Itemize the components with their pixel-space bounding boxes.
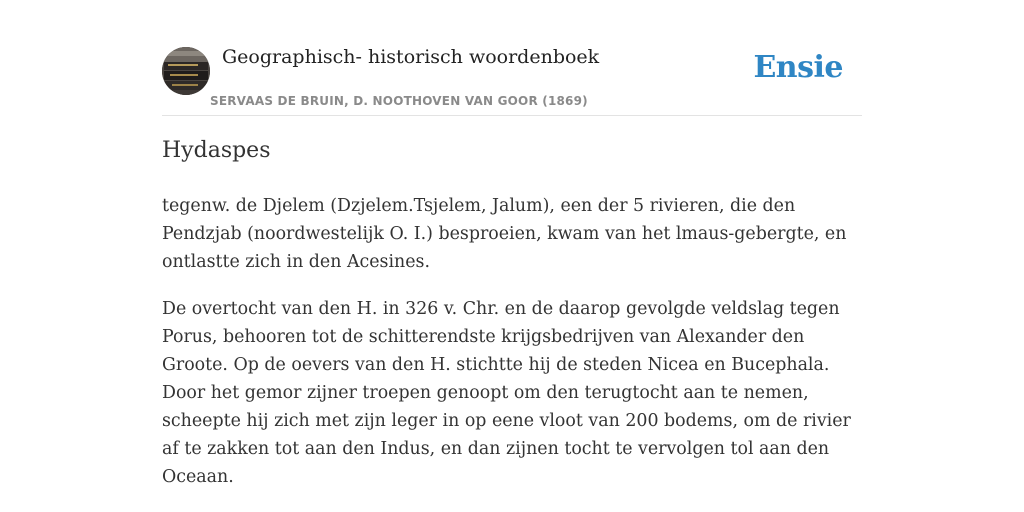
entry-paragraph: De overtocht van den H. in 326 v. Chr. en de daarop gevolgde veldslag tegen Porus, behooren tot de schitterendste krijgsbedrijven van Alexander den Groote. Op de oevers van den H. stichtte hij de steden Nicea en Bucephala. Door het gemor zijner troepen genoopt om den terugtocht aan te nemen, scheepte hij zich met zijn leger in op eene vloot van 200 bodems, om de rivier af te zakken tot aan den Indus, en dan zijnen tocht te vervolgen tol aan den Oceaan. bbox=[162, 299, 851, 487]
entry-body bbox=[162, 192, 862, 510]
book-cover-image bbox=[162, 47, 210, 95]
entry-paragraph: tegenw. de Djelem (Dzjelem.Tsjelem, Jalum), een der 5 rivieren, die den Pendzjab (noordwestelijk O. I.) besproeien, kwam van het lmaus-gebergte, en ontlastte zich in den Acesines. bbox=[162, 196, 847, 272]
ensie-logo-link[interactable]: Ensie bbox=[753, 50, 843, 85]
book-title[interactable]: Geographisch- historisch woordenboek bbox=[222, 46, 600, 68]
entry-title: Hydaspes bbox=[162, 138, 271, 163]
book-header bbox=[162, 44, 862, 116]
book-author: SERVAAS DE BRUIN, D. NOOTHOVEN VAN GOOR (1869) bbox=[210, 94, 588, 108]
book-cover-avatar[interactable] bbox=[162, 47, 210, 95]
